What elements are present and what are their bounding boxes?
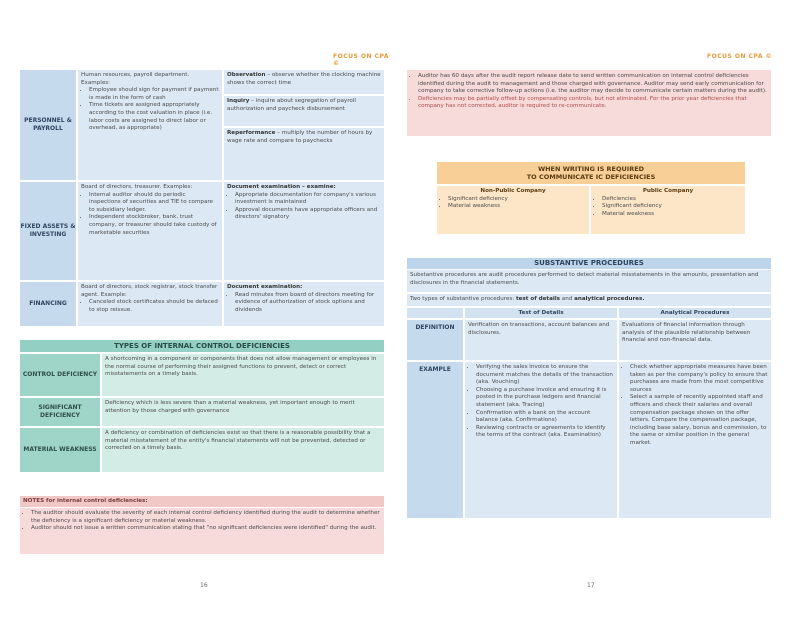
test-text: – observe whether the clocking machine shows the correct time <box>227 72 381 86</box>
test-bullet: • Read minutes from board of directors meeting for evidence of authorization of stock options and dividends <box>235 292 381 315</box>
brand-logo-left: FOCUS ON CPA © <box>333 53 389 67</box>
col-head-analytical: Analytical Procedures <box>619 308 771 318</box>
nonpublic-item: • Significant deficiency <box>448 196 586 204</box>
types-bold-1: test of details <box>515 296 561 302</box>
test-text: – inquire about segregation of payroll authorization and paycheck disbursement <box>227 98 356 112</box>
example-tod-bullet: • Confirmation with a bank on the account balance (aka. Confirmations) <box>476 410 614 425</box>
segregation-bullet: • Internal auditor should do periodic inspections of securities and TIE to compare to subsidiary ledger. <box>89 192 219 215</box>
substantive-intro: Substantive procedures are audit procedures performed to detect material misstatements in the amounts, presentation and disclosures in the financial statements. <box>407 270 771 292</box>
public-head: Public Company <box>642 188 694 194</box>
auditor-notes <box>407 70 771 136</box>
segregation-bullet: • Canceled stock certificates should be defaced to stop reissue. <box>89 299 219 314</box>
test-bullet: • Appropriate documentation for company's various investment is maintained <box>235 192 381 207</box>
segregation-intro: Human resources, payroll department. Examples: <box>81 72 190 86</box>
test-cell-observation <box>224 70 384 94</box>
substantive-types <box>407 294 771 306</box>
example-tod-bullet: • Choosing a purchase invoice and ensuring it is posted in the purchase ledgers and financial statement (aka. Tracing) <box>476 387 614 410</box>
deficiency-label-significant: SIGNIFICANT DEFICIENCY <box>20 398 100 426</box>
notes-body <box>20 508 384 554</box>
nonpublic-item: • Material weakness <box>448 203 586 211</box>
communicate-col-public <box>591 186 745 234</box>
public-item: • Significant deficiency <box>602 203 742 211</box>
definition-analytical: Evaluations of financial information through analysis of the plausible relationship between financial and non-financial data. <box>619 320 771 360</box>
test-cell-reperformance <box>224 128 384 180</box>
test-text: – multiply the number of hours by wage rate and compare to paychecks <box>227 130 373 144</box>
auditor-note-bullet: • Deficiencies may be partially offset by compensating controls, but not eliminated. For the prior year deficiencies that company has not corrected, auditor is required to re-communicate. <box>418 96 768 111</box>
deficiency-text-material: A deficiency or combination of deficiencies exist so that there is a reasonable possibility that a material misstatement of the entity's financial statements will not be prevented, detected or corrected on a timely basis. <box>102 428 384 472</box>
segregation-bullet: • Employee should sign for payment if payment is made in the form of cash <box>89 87 219 102</box>
public-item: • Deficiencies <box>602 196 742 204</box>
deficiency-text-control: A shortcoming in a component or components that does not allow management or employees in the normal course of performing their assigned functions to prevent, detect or correct misstatements on a timely basis. <box>102 354 384 396</box>
test-cell-document-examination <box>224 182 384 280</box>
notes-title: NOTES for internal control deficiencies: <box>20 496 384 507</box>
nonpublic-head: Non-Public Company <box>480 188 546 194</box>
communicate-col-nonpublic <box>437 186 589 234</box>
substantive-title: SUBSTANTIVE PROCEDURES <box>407 258 771 269</box>
example-ap-bullet: • Select a sample of recently appointed staff and officers and check their salaries and overall compensation package shown on the offer letters. Compare the compensation package, including base salary, bonus and commission, to the same or similar position in the general market. <box>630 394 768 447</box>
brand-logo-right: FOCUS ON CPA © <box>707 53 773 60</box>
example-tod-bullet: • Verifying the sales invoice to ensure the document matches the details of the transaction (aka. Vouching) <box>476 364 614 387</box>
test-term: Document examination – examine: <box>227 184 336 190</box>
test-cell-financing <box>224 282 384 326</box>
types-bold-2: analytical procedures. <box>574 296 645 302</box>
segregation-intro: Board of directors, stock registrar, stock transfer agent. Example: <box>81 284 218 298</box>
test-bullet: • Approval documents have appropriate officers and directors' signatory <box>235 207 381 222</box>
col-head-test-of-details: Test of Details <box>465 308 617 318</box>
page-number-left: 16 <box>200 582 208 589</box>
deficiency-text-significant: Deficiency which is less severe than a material weakness, yet important enough to merit attention by those charged with governance <box>102 398 384 426</box>
row-label-example: EXAMPLE <box>407 362 463 518</box>
segregation-cell-financing <box>78 282 222 326</box>
notes-bullet: • Auditor should not issue a written communication stating that "no significant deficiencies were identified" during the audit. <box>31 525 381 533</box>
communicate-title-line2: TO COMMUNICATE IC DEFICIENCIES <box>526 173 656 181</box>
example-analytical <box>619 362 771 518</box>
segregation-intro: Board of directors, treasurer. Examples: <box>81 184 193 190</box>
example-tod-bullet: • Reviewing contracts or agreements to identify the terms of the contract (aka. Examination) <box>476 425 614 440</box>
communicate-title <box>437 162 745 184</box>
example-test-of-details <box>465 362 617 518</box>
test-term: Inquiry <box>227 98 250 104</box>
segregation-cell-personnel <box>78 70 222 180</box>
segregation-bullet: • Independent stockbroker, bank, trust company, or treasurer should take custody of marketable securities <box>89 214 219 237</box>
public-item: • Material weakness <box>602 211 742 219</box>
row-label-financing: FINANCING <box>20 282 76 326</box>
deficiency-label-material: MATERIAL WEAKNESS <box>20 428 100 472</box>
types-mid: and <box>560 296 575 302</box>
row-label-personnel: PERSONNEL & PAYROLL <box>20 70 76 180</box>
definition-test-of-details: Verification on transactions, account balances and disclosures. <box>465 320 617 360</box>
page-number-right: 17 <box>587 582 595 589</box>
types-prefix: Two types of substantive procedures: <box>410 296 516 302</box>
row-label-definition: DEFINITION <box>407 320 463 360</box>
example-ap-bullet: • Check whether appropriate measures have been taken as per the company's policy to ensure that purchases are made from the most competitive sources <box>630 364 768 394</box>
test-term: Document examination: <box>227 284 303 290</box>
auditor-note-bullet: • Auditor has 60 days after the audit report release date to send written communication on internal control deficiencies identified during the audit to management and those charged with governance. Auditor may send early communication for company to take corrective follow-up actions (i.e. the auditor may decide to communicate certain matters during the audit). <box>418 73 768 96</box>
deficiency-types-title: TYPES OF INTERNAL CONTROL DEFICIENCIES <box>20 340 384 352</box>
right-page <box>397 0 794 635</box>
test-cell-inquiry <box>224 96 384 126</box>
segregation-bullet: • Time tickets are assigned appropriately according to the cost valuation in place (i.e. labor costs are assigned to direct labor or overhead, as appropriate) <box>89 102 219 132</box>
row-label-fixed-assets: FIXED ASSETS & INVESTING <box>20 182 76 280</box>
segregation-cell-fixed-assets <box>78 182 222 280</box>
test-term: Reperformance <box>227 130 276 136</box>
notes-bullet: • The auditor should evaluate the severity of each internal control deficiency identified during the audit to determine whether the deficiency is a significant deficiency or material weakness. <box>31 510 381 525</box>
table-corner <box>407 308 463 318</box>
test-term: Observation <box>227 72 266 78</box>
deficiency-label-control: CONTROL DEFICIENCY <box>20 354 100 396</box>
communicate-title-line1: WHEN WRITING IS REQUIRED <box>537 165 645 173</box>
